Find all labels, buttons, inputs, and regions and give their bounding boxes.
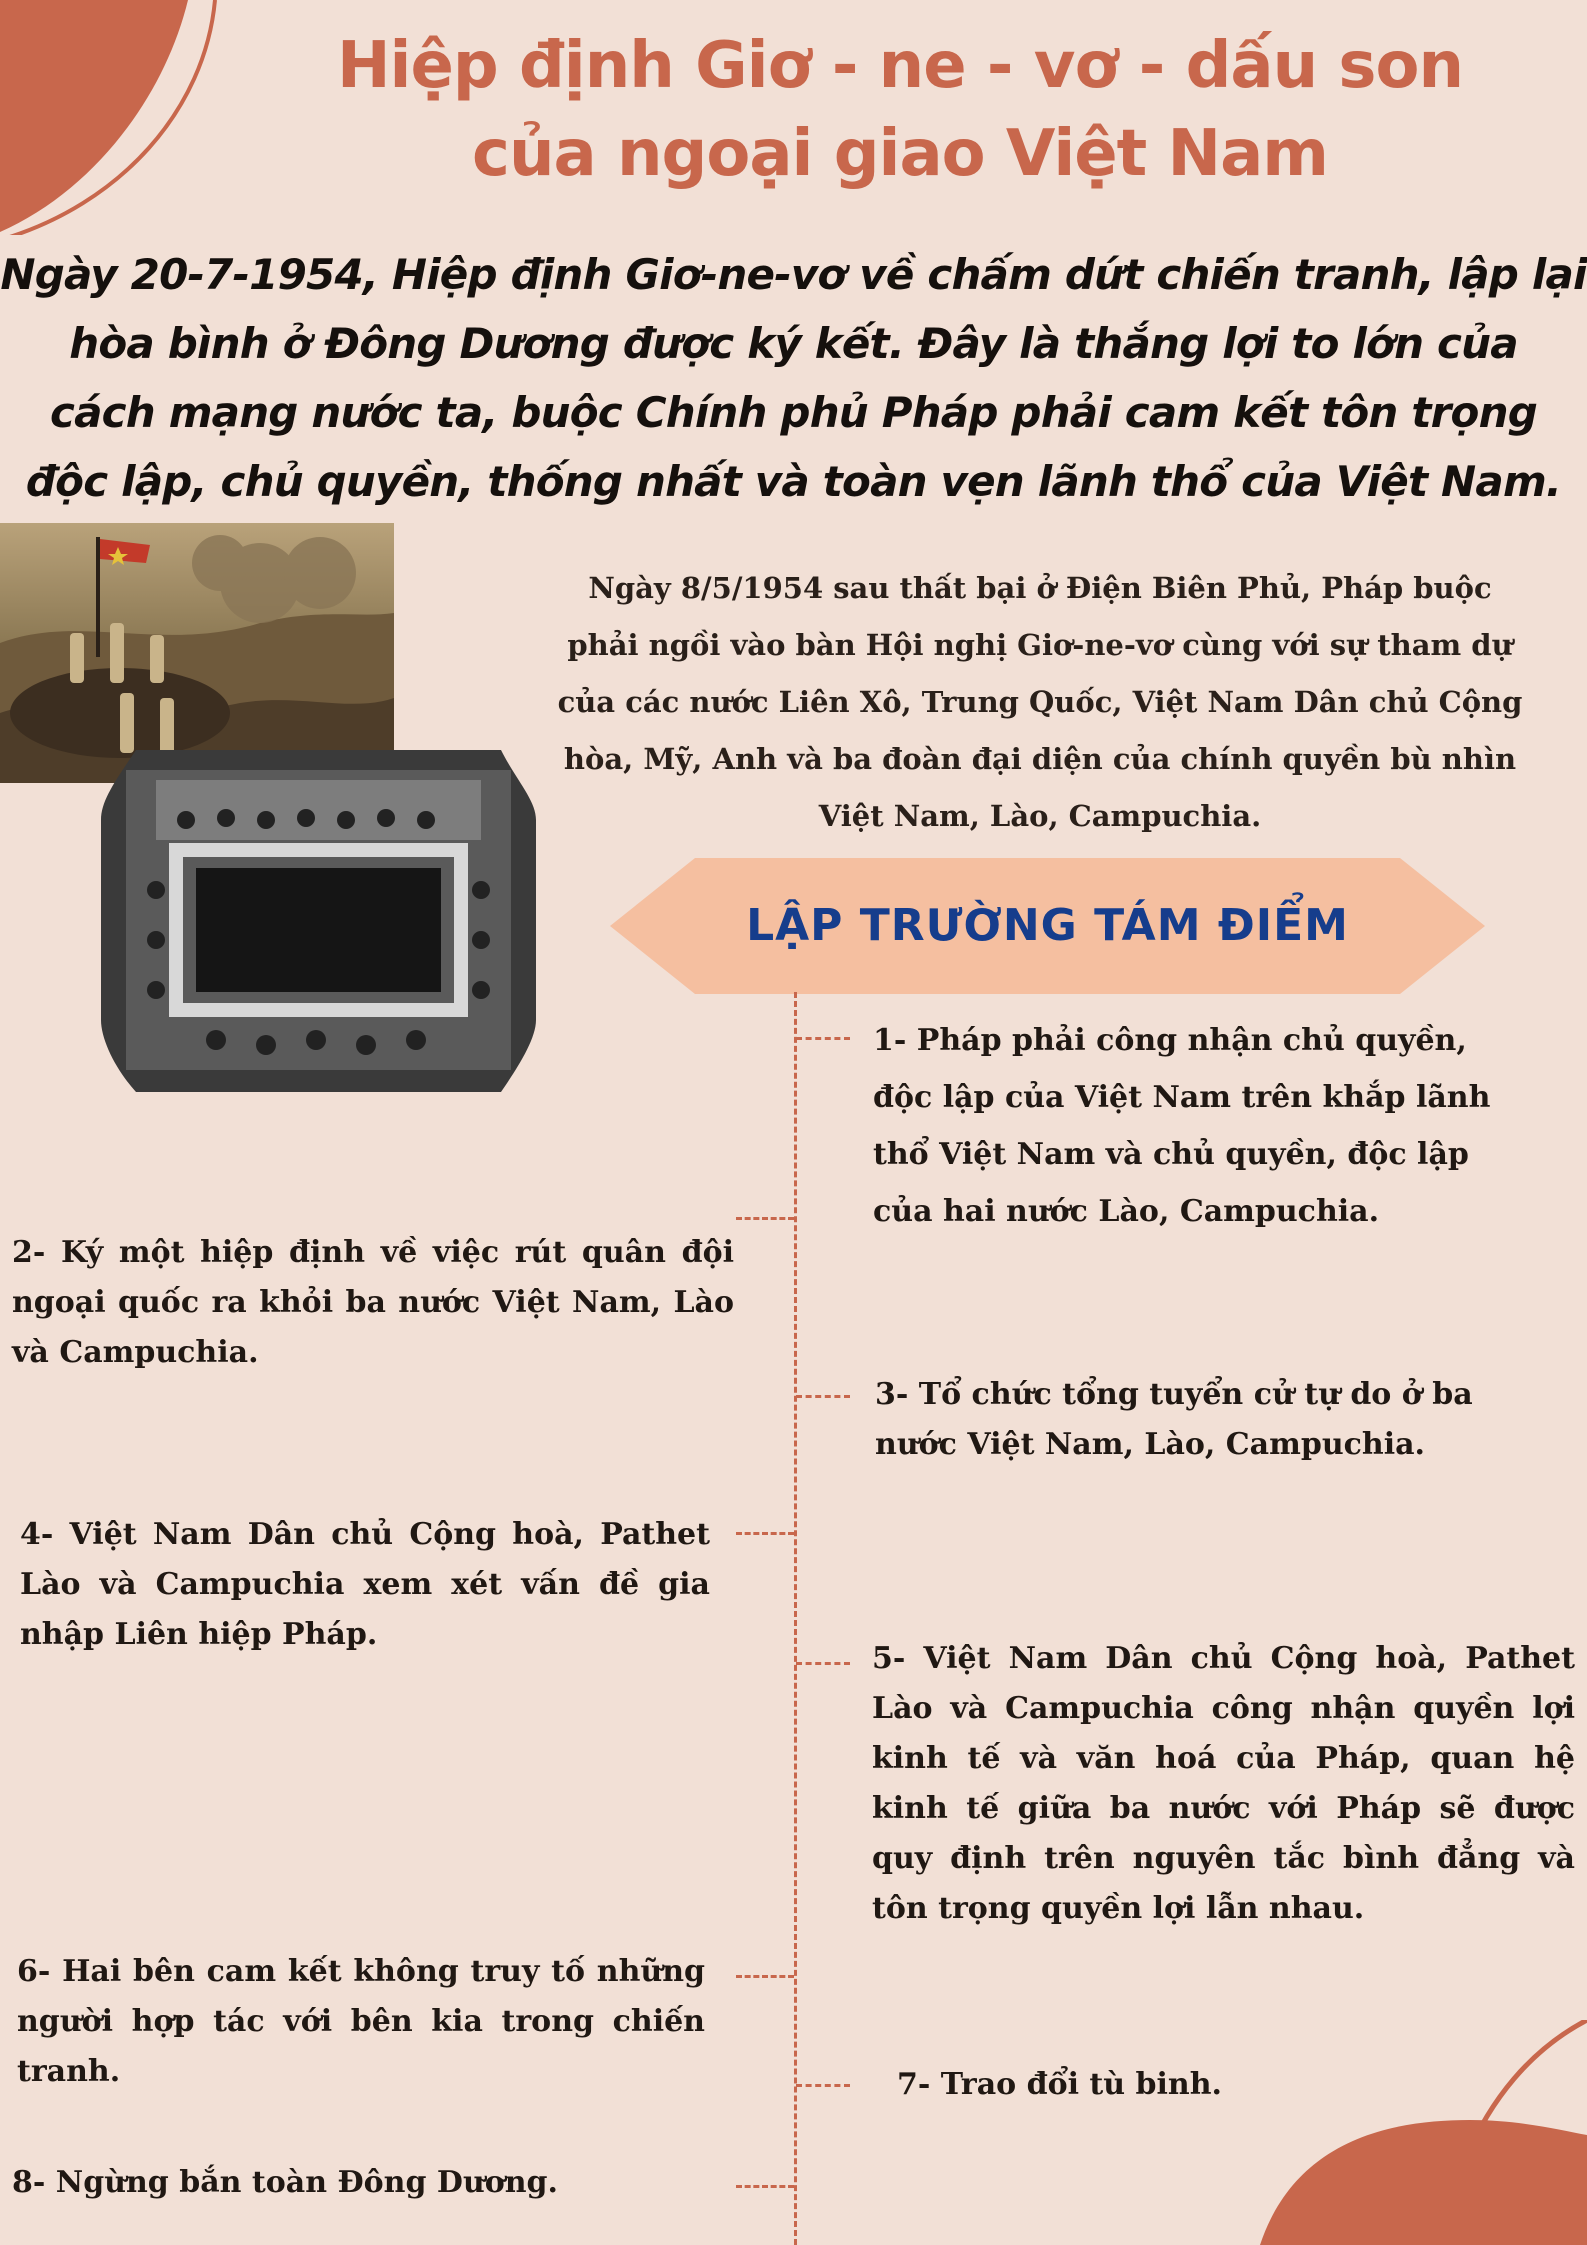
- timeline-connector-1: [796, 1037, 850, 1040]
- title-line-2: của ngoại giao Việt Nam: [472, 117, 1328, 191]
- point-7: 7- Trao đổi tù binh.: [897, 2067, 1222, 2102]
- lead-paragraph: [0, 240, 1587, 516]
- point-4: 4- Việt Nam Dân chủ Cộng hoà, Pathet Lào và Campuchia xem xét vấn đề gia nhập Liên hiệp Pháp.: [20, 1517, 710, 1652]
- bottom-right-corner-decoration: [1200, 2020, 1587, 2245]
- top-left-corner-decoration: [0, 0, 240, 235]
- page-title: [250, 22, 1550, 198]
- timeline-connector-4: [736, 1532, 794, 1535]
- timeline-line: [794, 992, 797, 2245]
- intro-line-3: của các nước Liên Xô, Trung Quốc, Việt Nam Dân chủ Cộng: [557, 685, 1523, 719]
- intro-line-1: Ngày 8/5/1954 sau thất bại ở Điện Biên Phủ, Pháp buộc: [588, 571, 1492, 605]
- timeline-connector-8: [736, 2185, 794, 2188]
- point-5: 5- Việt Nam Dân chủ Cộng hoà, Pathet Lào và Campuchia công nhận quyền lợi kinh tế và văn hoá của Pháp, quan hệ kinh tế giữa ba nước với Pháp sẽ được quy định trên nguyên tắc bình đẳng và tôn trọng quyền lợi lẫn nhau.: [872, 1641, 1575, 1926]
- point-3: 3- Tổ chức tổng tuyển cử tự do ở ba nước Việt Nam, Lào, Campuchia.: [875, 1377, 1473, 1462]
- point-8: 8- Ngừng bắn toàn Đông Dương.: [12, 2165, 558, 2200]
- point-1: 1- Pháp phải công nhận chủ quyền, độc lập của Việt Nam trên khắp lãnh thổ Việt Nam và chủ quyền, độc lập của hai nước Lào, Campuchia.: [873, 1023, 1491, 1229]
- timeline-connector-7: [796, 2084, 850, 2087]
- intro-paragraph: [505, 560, 1575, 845]
- lead-line-3: cách mạng nước ta, buộc Chính phủ Pháp phải cam kết tôn trọng: [50, 388, 1537, 437]
- lead-line-1: Ngày 20-7-1954, Hiệp định Giơ-ne-vơ về chấm dứt chiến tranh, lập lại: [0, 250, 1587, 299]
- eight-point-banner-label: LẬP TRƯỜNG TÁM ĐIỂM: [746, 900, 1349, 951]
- point-6: 6- Hai bên cam kết không truy tố những người hợp tác với bên kia trong chiến tranh.: [17, 1954, 705, 2089]
- title-line-1: Hiệp định Giơ - ne - vơ - dấu son: [336, 29, 1464, 103]
- lead-line-2: hòa bình ở Đông Dương được ký kết. Đây là thắng lợi to lớn của: [69, 319, 1518, 368]
- timeline-connector-5: [796, 1662, 850, 1665]
- conference-photo-image: [96, 740, 541, 1102]
- intro-line-5: Việt Nam, Lào, Campuchia.: [818, 799, 1262, 833]
- lead-line-4: độc lập, chủ quyền, thống nhất và toàn vẹn lãnh thổ của Việt Nam.: [25, 457, 1562, 506]
- timeline-connector-2: [736, 1217, 794, 1220]
- timeline-connector-6: [736, 1975, 794, 1978]
- intro-line-4: hòa, Mỹ, Anh và ba đoàn đại diện của chính quyền bù nhìn: [563, 742, 1517, 776]
- intro-line-2: phải ngồi vào bàn Hội nghị Giơ-ne-vơ cùng với sự tham dự: [567, 628, 1513, 662]
- point-2: 2- Ký một hiệp định về việc rút quân đội ngoại quốc ra khỏi ba nước Việt Nam, Lào và Campuchia.: [12, 1235, 734, 1370]
- timeline-connector-3: [796, 1395, 850, 1398]
